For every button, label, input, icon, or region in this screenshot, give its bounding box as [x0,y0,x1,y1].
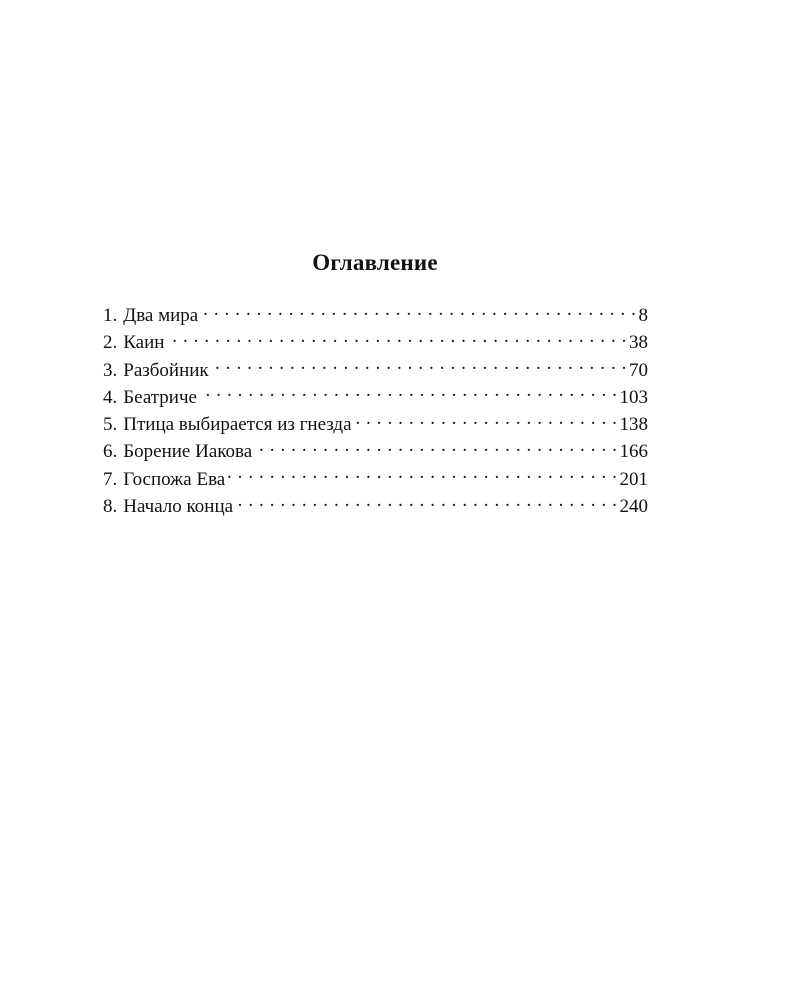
toc-title: Оглавление [312,250,438,275]
toc-dot-leader [227,466,617,485]
toc-entry-number: 2. [103,332,118,354]
toc-entry-page: 70 [629,359,648,381]
toc-entry-number: 5. [103,414,118,436]
toc-entry-number: 3. [103,359,118,381]
toc-dot-leader [166,329,627,348]
toc-entry-label: Птица выбирается из гнезда [123,414,352,436]
toc-entry-page: 138 [619,414,648,436]
toc-dot-leader [200,302,636,321]
toc-entry-label: Два мира [123,305,199,326]
toc-dot-leader [235,493,617,512]
toc-list [103,302,648,520]
toc-entry-label: Беатриче [123,386,197,408]
toc-entry [103,329,648,356]
toc-entry-number: 6. [103,441,118,463]
toc-entry-label: Госпожа Ева [123,468,226,490]
toc-entry [103,411,648,438]
toc-entry-page: 8 [638,305,648,326]
toc-entry-page: 201 [619,468,648,490]
toc-entry-number: 1. [103,305,118,326]
toc-entry [103,438,648,465]
toc-entry-label: Борение Иакова [123,441,253,463]
toc-dot-leader [211,357,627,376]
toc-entry-label: Разбойник [123,359,209,381]
toc-entry-page: 38 [629,332,648,354]
toc-entry-number: 8. [103,496,118,518]
toc-entry [103,493,648,520]
toc-entry-page: 103 [619,386,648,408]
toc-entry [103,466,648,493]
toc-entry-number: 4. [103,386,118,408]
toc-entry [103,302,648,329]
toc-entry-page: 166 [619,441,648,463]
toc-dot-leader [354,411,618,430]
toc-dot-leader [254,438,617,457]
toc-entry-label: Каин [123,332,165,354]
toc-entry-label: Начало конца [123,496,234,518]
toc-entry [103,357,648,384]
toc-entry [103,384,648,411]
toc-entry-number: 7. [103,468,118,490]
toc-entry-page: 240 [619,496,648,518]
toc-dot-leader [199,384,618,403]
